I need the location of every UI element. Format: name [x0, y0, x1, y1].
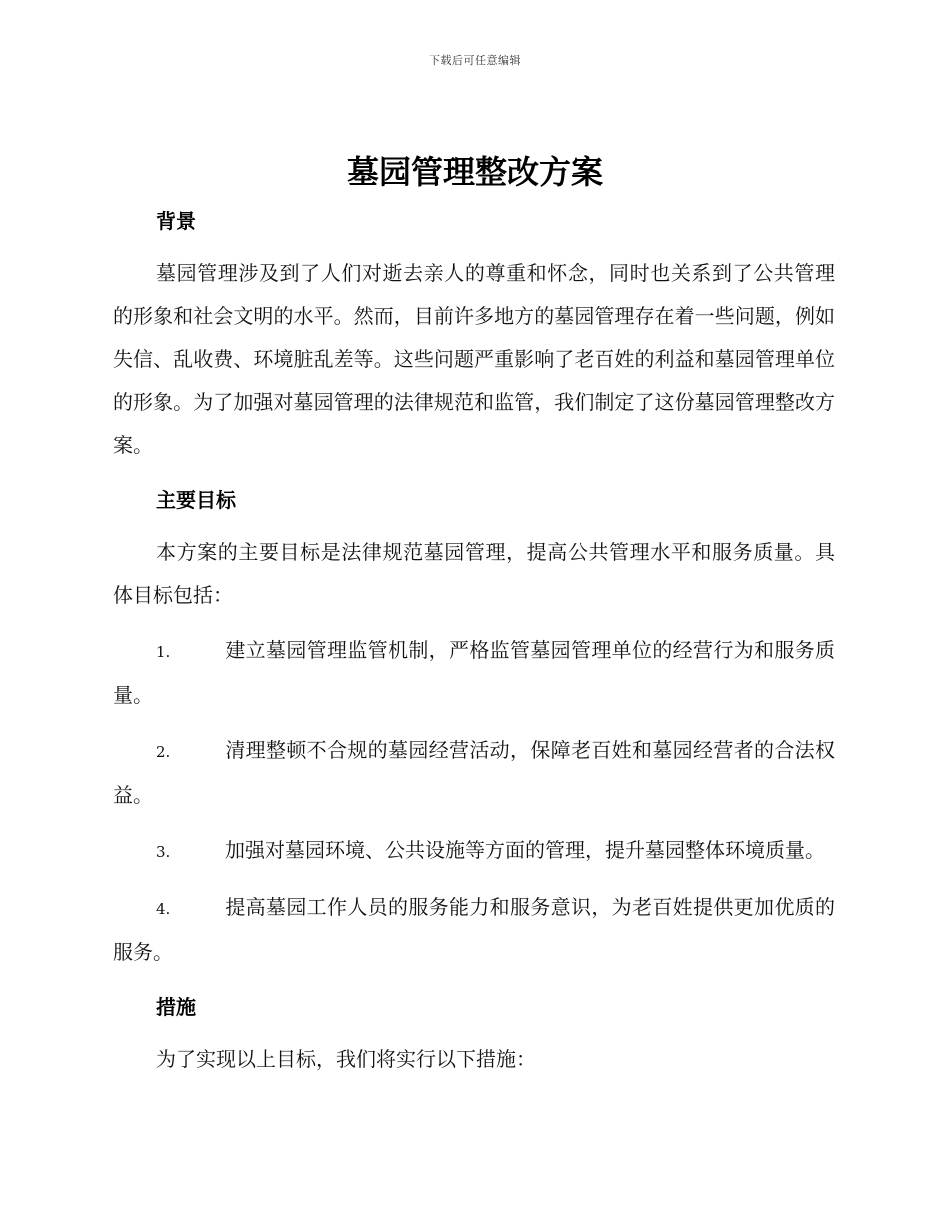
document-body [113, 200, 835, 1093]
section-heading-measures: 措施 [156, 995, 196, 1019]
page-header-note: 下载后可任意编辑 [429, 54, 521, 67]
goal-item-text: 加强对墓园环境、公共设施等方面的管理，提升墓园整体环境质量。 [225, 838, 825, 862]
goal-item-text: 建立墓园管理监管机制，严格监管墓园管理单位的经营行为和服务质量。 [113, 638, 835, 707]
main-goals-paragraph: 本方案的主要目标是法律规范墓园管理，提高公共管理水平和服务质量。具体目标包括： [113, 540, 835, 607]
goal-list-item [113, 729, 835, 817]
goal-item-number: 4. [156, 900, 171, 918]
section-heading-background: 背景 [156, 209, 196, 233]
background-paragraph: 墓园管理涉及到了人们对逝去亲人的尊重和怀念，同时也关系到了公共管理的形象和社会文明的水平。然而，目前许多地方的墓园管理存在着一些问题，例如失信、乱收费、环境脏乱差等。这些问题严重影响了老百姓的利益和墓园管理单位的形象。为了加强对墓园管理的法律规范和监管，我们制定了这份墓园管理整改方案。 [113, 261, 835, 457]
section-heading-main-goals: 主要目标 [156, 488, 236, 512]
measures-paragraph: 为了实现以上目标，我们将实行以下措施： [156, 1047, 536, 1071]
goal-item-number: 3. [156, 843, 171, 861]
goal-list-item [113, 886, 835, 974]
goal-item-text: 提高墓园工作人员的服务能力和服务意识，为老百姓提供更加优质的服务。 [113, 895, 835, 964]
goal-item-number: 2. [156, 743, 171, 761]
goal-item-text: 清理整顿不合规的墓园经营活动，保障老百姓和墓园经营者的合法权益。 [113, 738, 835, 807]
goal-item-number: 1. [156, 643, 171, 661]
goal-list-item [113, 629, 835, 717]
document-title: 墓园管理整改方案 [346, 153, 603, 191]
goal-list-item [113, 829, 835, 874]
